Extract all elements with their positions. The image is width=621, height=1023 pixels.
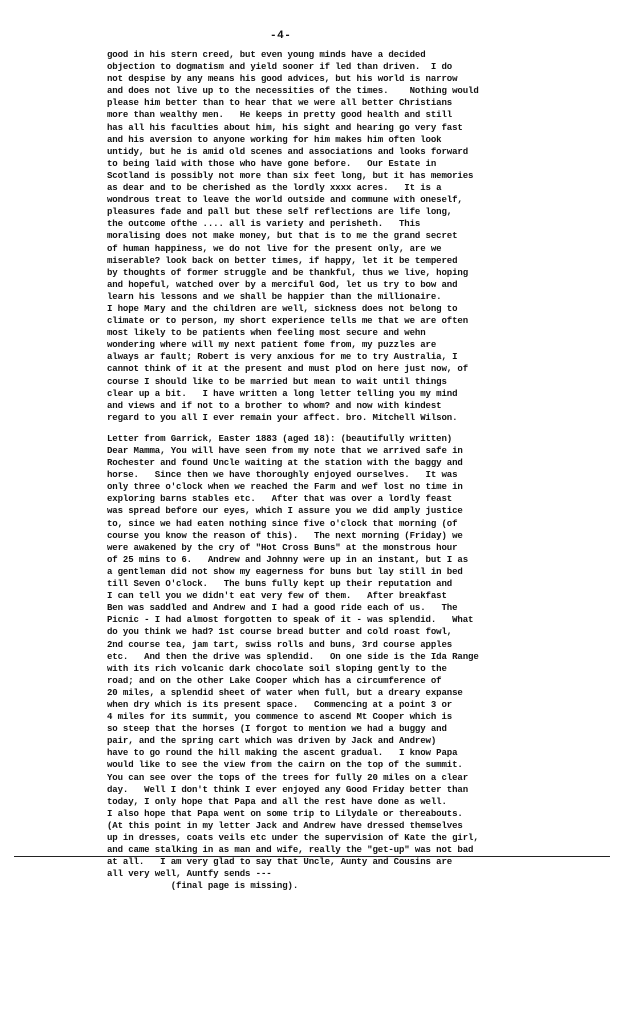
text-line: wondering where will my next patient fome from, my puzzles are (107, 339, 437, 351)
text-line: learn his lessons and we shall be happier than the millionaire. (107, 290, 442, 302)
text-line: most likely to be patients when feeling most secure and wehn (107, 327, 426, 339)
text-line: Scotland is possibly not more than six feet long, but it has memories (107, 169, 474, 181)
text-line: pleasures fade and pall but these self reflections are life long, (107, 206, 453, 218)
text-line: do you think we had? 1st course bread butter and cold roast fowl, (107, 626, 453, 638)
text-line: the outcome ofthe .... all is variety and perisheth. This (107, 218, 421, 230)
text-line: I can tell you we didn't eat very few of them. After breakfast (107, 590, 447, 602)
text-line: untidy, but he is amid old scenes and associations and looks forward (107, 145, 469, 157)
text-line: and does not live up to the necessities of the times. Nothing would (107, 85, 479, 97)
text-line: of human happiness, we do not live for the present only, are we (107, 242, 442, 254)
text-line: pair, and the spring cart which was driven by Jack and Andrew) (107, 735, 437, 747)
text-line: Picnic - I had almost forgotten to speak of it - was splendid. What (107, 614, 474, 626)
text-line: road; and on the other Lake Cooper which has a circumference of (107, 674, 442, 686)
text-line: and his aversion to anyone working for him makes him often look (107, 133, 442, 145)
text-line: regard to you all I ever remain your affect. bro. Mitchell Wilson. (107, 411, 458, 423)
text-line: (final page is missing). (107, 880, 299, 892)
text-line: course I should like to be married but mean to wait until things (107, 375, 447, 387)
text-line: Letter from Garrick, Easter 1883 (aged 18): (beautifully written) (107, 432, 453, 444)
text-line: and hopeful, watched over by a merciful God, let us try to bow and (107, 278, 458, 290)
text-line: were awakened by the cry of "Hot Cross Buns" at the monstrous hour (107, 541, 458, 553)
text-line: exploring barns stables etc. After that was over a lordly feast (107, 493, 453, 505)
text-line: objection to dogmatism and yield sooner if led than driven. I do (107, 61, 453, 73)
text-line: Rochester and found Uncle waiting at the station with the baggy and (107, 457, 463, 469)
text-line: please him better than to hear that we were all better Christians (107, 97, 453, 109)
text-line: etc. And then the drive was splendid. On one side is the Ida Range (107, 650, 479, 662)
document-body (107, 49, 537, 892)
text-line: up in dresses, coats veils etc under the supervision of Kate the girl, (107, 832, 479, 843)
text-line: and came stalking in as man and wife, really the "get-up" was not bad (107, 844, 474, 856)
text-line: 20 miles, a splendid sheet of water when full, but a dreary expanse (107, 686, 463, 698)
text-line: You can see over the tops of the trees for fully 20 miles on a clear (107, 771, 469, 783)
text-line: I also hope that Papa went on some trip to Lilydale or thereabouts. (107, 807, 463, 819)
paragraph-letter-from-garrick (107, 433, 537, 893)
text-line: have to go round the hill making the ascent gradual. I know Papa (107, 747, 458, 759)
text-line: as dear and to be cherished as the lordly xxxx acres. It is a (107, 182, 442, 194)
text-line: Dear Mamma, You will have seen from my note that we arrived safe in (107, 445, 463, 456)
text-line: cannot think of it at the present and must plod on here just now, of (107, 363, 469, 375)
text-line: moralising does not make money, but that is to me the grand secret (107, 230, 458, 242)
text-line: climate or to person, my short experience tells me that we are often (107, 315, 469, 327)
text-line: to being laid with those who have gone before. Our Estate in (107, 157, 437, 169)
page-number: -4- (270, 30, 292, 42)
text-line: to, since we had eaten nothing since five o'clock that morning (of (107, 517, 458, 529)
text-line: with its rich volcanic dark chocolate soil sloping gently to the (107, 662, 447, 674)
text-line: till Seven O'clock. The buns fully kept up their reputation and (107, 578, 453, 590)
text-line: horse. Since then we have thoroughly enjoyed ourselves. It was (107, 469, 458, 481)
text-line: day. Well I don't think I ever enjoyed any Good Friday better than (107, 783, 469, 795)
text-line: a gentleman did not show my eagerness for buns but lay still in bed (107, 565, 463, 577)
text-line: miserable? look back on better times, if happy, let it be tempered (107, 254, 458, 266)
text-line: always ar fault; Robert is very anxious for me to try Australia, I (107, 351, 458, 363)
text-line: today, I only hope that Papa and all the rest have done as well. (107, 795, 447, 807)
text-line: has all his faculties about him, his sight and hearing go very fast (107, 121, 463, 133)
text-line: Ben was saddled and Andrew and I had a good ride each of us. The (107, 602, 458, 614)
text-line: would like to see the view from the cairn on the top of the summit. (107, 759, 463, 771)
text-line: I hope Mary and the children are well, sickness does not belong to (107, 302, 458, 314)
text-line: of 25 mins to 6. Andrew and Johnny were up in an instant, but I as (107, 553, 469, 565)
bottom-rule (14, 856, 610, 857)
text-line: not despise by any means his good advices, but his world is narrow (107, 73, 458, 85)
text-line: by thoughts of former struggle and be thankful, thus we live, hoping (107, 266, 469, 278)
text-line: 4 miles for its summit, you commence to ascend Mt Cooper which is (107, 711, 453, 723)
text-line: and views and if not to a brother to whom? and now with kindest (107, 399, 442, 411)
text-line: at all. I am very glad to say that Uncle, Aunty and Cousins are (107, 856, 453, 868)
text-line: only three o'clock when we reached the Farm and wef lost no time in (107, 481, 463, 493)
text-line: 2nd course tea, jam tart, swiss rolls and buns, 3rd course apples (107, 638, 453, 650)
text-line: was spread before our eyes, which I assure you we did amply justice (107, 505, 463, 517)
text-line: course you know the reason of this). The next morning (Friday) we (107, 529, 463, 541)
text-line: wondrous treat to leave the world outside and commune with oneself, (107, 194, 463, 206)
text-line: all very well, Auntfy sends --- (107, 868, 272, 880)
paragraph-letter-continuation (107, 49, 537, 424)
paragraph-gap (107, 424, 537, 433)
text-line: clear up a bit. I have written a long letter telling you my mind (107, 387, 458, 399)
text-line: when dry which is its present space. Commencing at a point 3 or (107, 698, 453, 710)
text-line: so steep that the horses (I forgot to mention we had a buggy and (107, 723, 447, 735)
text-line: (At this point in my letter Jack and Andrew have dressed themselves (107, 819, 463, 831)
text-line: good in his stern creed, but even young minds have a decided (107, 49, 426, 60)
text-line: more than wealthy men. He keeps in pretty good health and still (107, 109, 453, 121)
